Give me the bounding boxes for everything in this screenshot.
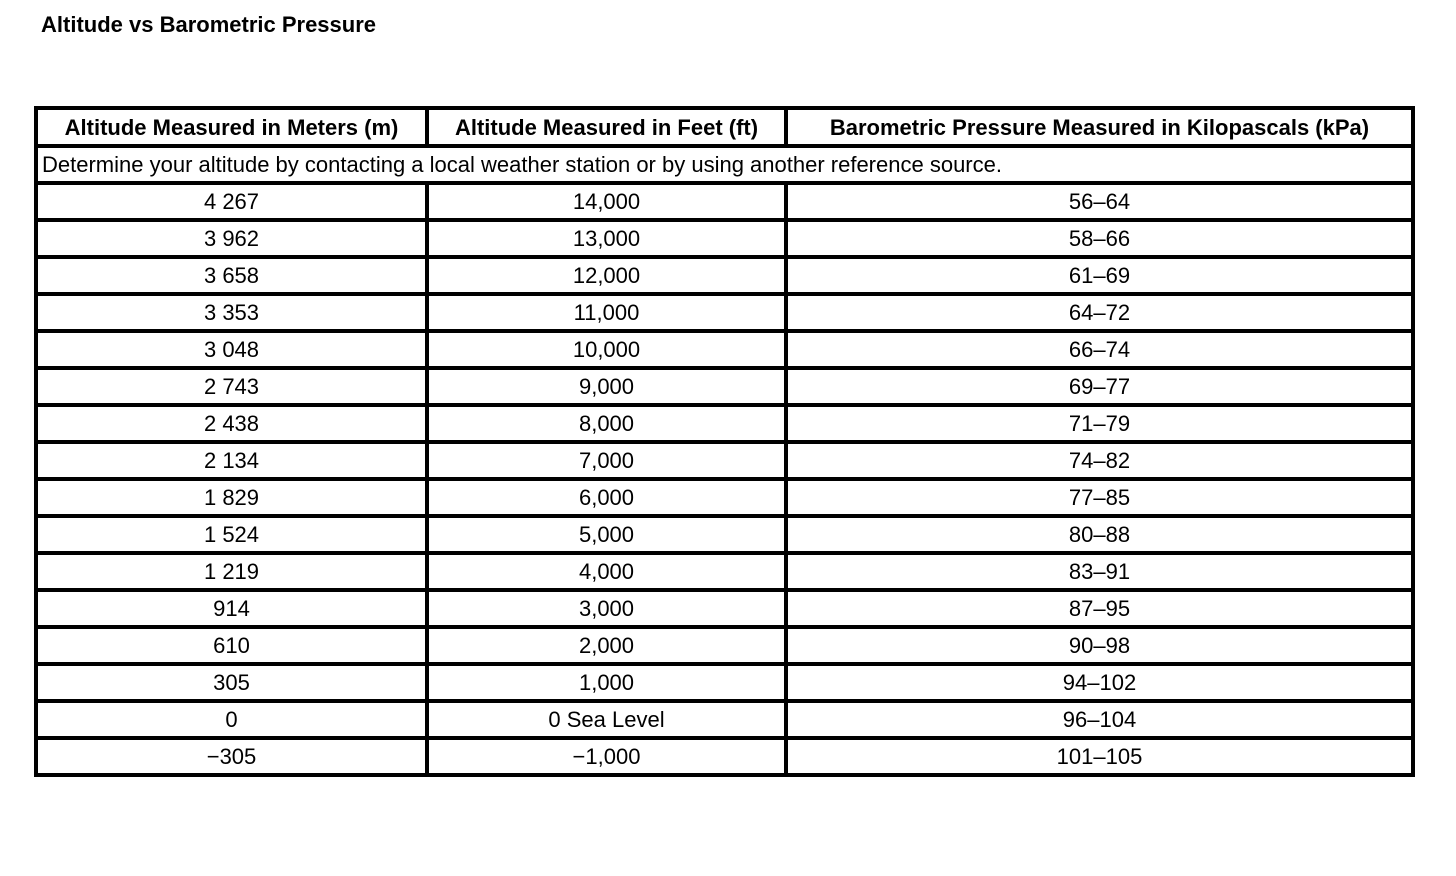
meters-cell: 0 [36, 701, 427, 738]
meters-cell: 2 743 [36, 368, 427, 405]
meters-cell: 305 [36, 664, 427, 701]
feet-cell: 14,000 [427, 183, 786, 220]
table-row [36, 405, 1413, 442]
table-row [36, 516, 1413, 553]
table-row [36, 479, 1413, 516]
pressure-cell: 69–77 [786, 368, 1413, 405]
page-title: Altitude vs Barometric Pressure [41, 12, 377, 37]
feet-cell: 13,000 [427, 220, 786, 257]
altitude-pressure-table [34, 106, 1415, 777]
pressure-cell: 80–88 [786, 516, 1413, 553]
meters-cell: 610 [36, 627, 427, 664]
table-row [36, 590, 1413, 627]
feet-cell: 2,000 [427, 627, 786, 664]
meters-cell: 2 134 [36, 442, 427, 479]
meters-cell: 3 353 [36, 294, 427, 331]
feet-cell: 9,000 [427, 368, 786, 405]
pressure-cell: 61–69 [786, 257, 1413, 294]
feet-cell: 3,000 [427, 590, 786, 627]
table-row [36, 294, 1413, 331]
feet-cell: −1,000 [427, 738, 786, 775]
meters-cell: 3 048 [36, 331, 427, 368]
table-row [36, 738, 1413, 775]
table-header-row [36, 108, 1413, 146]
pressure-cell: 94–102 [786, 664, 1413, 701]
table-row [36, 183, 1413, 220]
feet-cell: 5,000 [427, 516, 786, 553]
pressure-cell: 77–85 [786, 479, 1413, 516]
pressure-cell: 87–95 [786, 590, 1413, 627]
table-row [36, 442, 1413, 479]
header-meters: Altitude Measured in Meters (m) [36, 108, 427, 146]
feet-cell: 10,000 [427, 331, 786, 368]
pressure-cell: 71–79 [786, 405, 1413, 442]
feet-cell: 0 Sea Level [427, 701, 786, 738]
meters-cell: 914 [36, 590, 427, 627]
feet-cell: 4,000 [427, 553, 786, 590]
table-row [36, 220, 1413, 257]
table-row [36, 331, 1413, 368]
feet-cell: 7,000 [427, 442, 786, 479]
meters-cell: 3 962 [36, 220, 427, 257]
header-feet: Altitude Measured in Feet (ft) [427, 108, 786, 146]
table-row [36, 257, 1413, 294]
table-row [36, 368, 1413, 405]
pressure-cell: 58–66 [786, 220, 1413, 257]
table-note: Determine your altitude by contacting a local weather station or by using another reference source. [36, 146, 1413, 183]
pressure-cell: 56–64 [786, 183, 1413, 220]
meters-cell: 1 524 [36, 516, 427, 553]
meters-cell: 4 267 [36, 183, 427, 220]
pressure-cell: 90–98 [786, 627, 1413, 664]
pressure-cell: 96–104 [786, 701, 1413, 738]
header-pressure: Barometric Pressure Measured in Kilopascals (kPa) [786, 108, 1413, 146]
pressure-cell: 101–105 [786, 738, 1413, 775]
feet-cell: 8,000 [427, 405, 786, 442]
feet-cell: 1,000 [427, 664, 786, 701]
meters-cell: 1 829 [36, 479, 427, 516]
pressure-cell: 66–74 [786, 331, 1413, 368]
meters-cell: 1 219 [36, 553, 427, 590]
feet-cell: 6,000 [427, 479, 786, 516]
table-row [36, 627, 1413, 664]
pressure-cell: 64–72 [786, 294, 1413, 331]
meters-cell: 3 658 [36, 257, 427, 294]
feet-cell: 11,000 [427, 294, 786, 331]
table-row [36, 664, 1413, 701]
meters-cell: 2 438 [36, 405, 427, 442]
feet-cell: 12,000 [427, 257, 786, 294]
pressure-cell: 74–82 [786, 442, 1413, 479]
note-row [36, 146, 1413, 183]
pressure-cell: 83–91 [786, 553, 1413, 590]
table-row [36, 701, 1413, 738]
meters-cell: −305 [36, 738, 427, 775]
table-row [36, 553, 1413, 590]
